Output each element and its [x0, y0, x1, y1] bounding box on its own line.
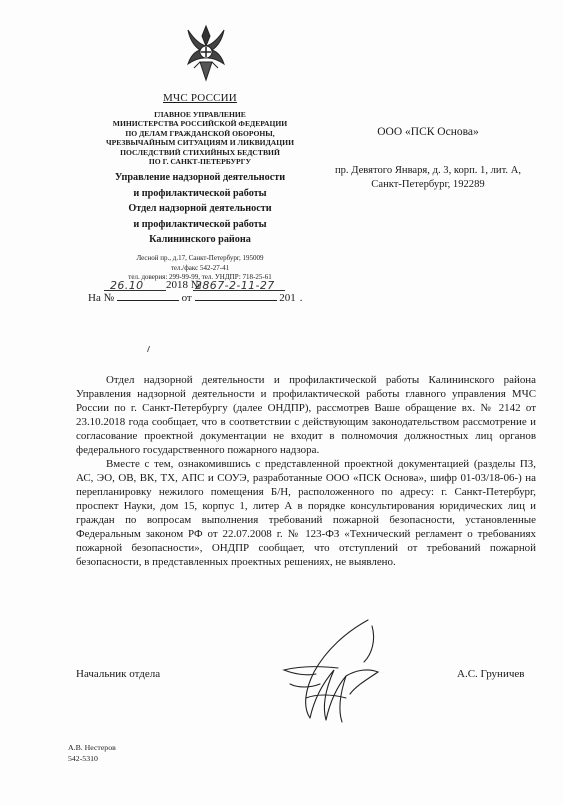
org-line: ЧРЕЗВЫЧАЙНЫМ СИТУАЦИЯМ И ЛИКВИДАЦИИ [106, 138, 294, 148]
emercom-emblem-icon [184, 22, 228, 84]
recipient-name: ООО «ПСК Основа» [377, 126, 479, 138]
dept-line: Отдел надзорной деятельности [128, 203, 272, 215]
sender-block [80, 92, 320, 283]
org-line: ПО Г. САНКТ-ПЕТЕРБУРГУ [148, 157, 252, 167]
dept-line: и профилактической работы [133, 218, 267, 230]
incoming-date-blank [195, 290, 277, 301]
incoming-number-blank [117, 290, 179, 301]
body-paragraph: Отдел надзорной деятельности и профилактической работы Калининского района Управления надзорной деятельности и профилактической работы главного управления МЧС России по г. Санкт-Петербургу (далее ОНДПР), рассмотрев Ваше обращение вх. № 2142 от 23.10.2018 года сообщает, что в соответствии с действующим законодательством рассмотрение и согласование проектной документации не входит в полномочия должностных лиц органов федерального государственного пожарного надзора. [76, 374, 536, 456]
org-line: МИНИСТЕРСТВА РОССИЙСКОЙ ФЕДЕРАЦИИ [112, 119, 288, 129]
recipient-address [330, 164, 526, 192]
on-prefix: На № [88, 292, 115, 304]
address-line: тел./факс 542-27-41 [170, 263, 230, 272]
address-line: тел. доверия: 299-99-99, тел. УНДПР: 718-25-61 [128, 273, 272, 282]
performer-block [68, 742, 116, 764]
address-line: Лесной пр., д.17, Санкт-Петербург, 195009 [136, 253, 264, 262]
body-paragraph: Вместе с тем, ознакомившись с представленной проектной документацией (разделы ПЗ, АС, ЭО, ОВ, ВК, ТХ, АПС и СОУЭ, разработанные ООО «ПСК Основа», шифр 01-03/18-06-) на перепланировку нежилого помещения Б/Н, расположенного по адресу: г. Санкт-Петербург, проспект Науки, дом 15, корпус 1, литер А в порядке консультирования юридических лиц и граждан по вопросам выполнения требований пожарной безопасности, установленные Федеральным законом РФ от 22.07.2008 г. № 123-ФЗ «Технический регламент о требованиях пожарной безопасности», ОНДПР сообщает, что отступлений от требований пожарной безопасности, в представленных проектных решениях, не выявлено. [76, 458, 536, 568]
performer-phone: 542-5310 [68, 754, 98, 763]
margin-mark [147, 346, 153, 352]
org-line: ПОСЛЕДСТВИЙ СТИХИЙНЫХ БЕДСТВИЙ [120, 147, 280, 157]
signatory-name: А.С. Груничев [457, 668, 525, 680]
recipient-address-line: Санкт-Петербург, 192289 [371, 179, 485, 190]
signatory-title: Начальник отдела [76, 668, 161, 680]
handwritten-date: 26.10 [110, 279, 144, 292]
org-title: МЧС РОССИИ [163, 92, 237, 104]
on-from: от [181, 292, 192, 304]
on-year: 201 [279, 292, 296, 304]
letter-body [76, 373, 536, 569]
dept-line: Калининского района [149, 234, 251, 246]
on-dot: . [299, 292, 303, 304]
recipient-block [330, 100, 526, 192]
handwritten-number: 2867-2-11-27 [195, 279, 275, 292]
ref-date-prefix: 2018 № [166, 279, 202, 291]
dept-line: и профилактической работы [133, 187, 267, 199]
incoming-ref-line [88, 290, 303, 304]
performer-name: А.В. Нестеров [68, 743, 116, 752]
org-line: ГЛАВНОЕ УПРАВЛЕНИЕ [154, 110, 246, 119]
dept-line: Управление надзорной деятельности [114, 172, 286, 184]
recipient-address-line: пр. Девятого Января, д. 3, корп. 1, лит. А, [334, 165, 522, 176]
handwritten-signature-icon [276, 614, 396, 726]
org-line: ПО ДЕЛАМ ГРАЖДАНСКОЙ ОБОРОНЫ, [125, 128, 275, 138]
